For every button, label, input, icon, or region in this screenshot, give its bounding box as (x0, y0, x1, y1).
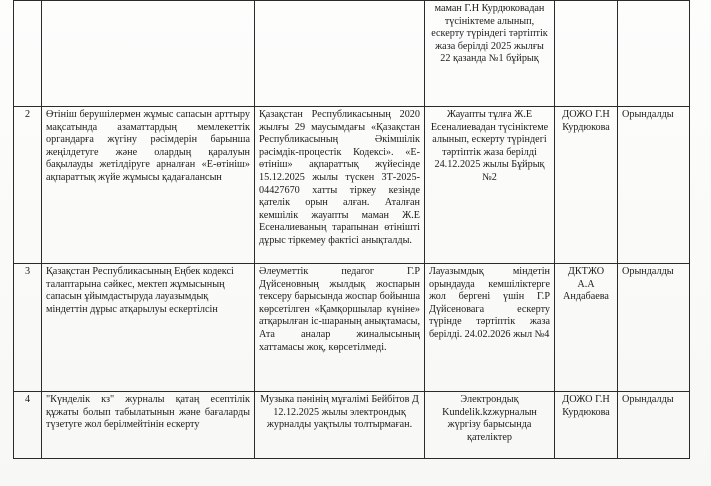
row-responsible: ДКТЖО А.А Андабаева (555, 264, 618, 392)
row-responsible: ДОЖО Г.Н Курдюкова (555, 107, 618, 264)
row-action: Электрондық Kundelik.kzжурналын жүргізу барысында қателіктер (425, 392, 555, 459)
table-row (14, 264, 690, 392)
row-status: Орындалды (618, 107, 690, 264)
row-status: Орындалды (618, 392, 690, 459)
row-responsible (555, 1, 618, 107)
report-table (13, 0, 690, 459)
row-status (618, 1, 690, 107)
row-action: маман Г.Н Курдюковадан түсініктеме алынып, ескерту түріндегі тәртіптік жаза берілді 2025 жылғы 22 қазанда №1 бұйрық (425, 1, 555, 107)
row-status: Орындалды (618, 264, 690, 392)
table-row (14, 1, 690, 107)
row-description: Қазақстан Республикасының Еңбек кодексі талаптарына сәйкес, мектеп жұмысының сапасын ұйымдастыруда лауазымдық міндеттін дұрыс атқарылуы ескертілсін (42, 264, 255, 392)
row-basis: Әлеуметтік педагог Г.Р Дүйсеновның жылдық жоспарын тексеру барысында жоспар бойынша көрсетілген «Қамқоршылар күніне» атқарылған іс-шараның анықтамасы, Ата аналар жиналысының хаттамасы жоқ, көрсетілмеді. (255, 264, 425, 392)
row-responsible: ДОЖО Г.Н Курдюкова (555, 392, 618, 459)
row-number: 4 (14, 392, 42, 459)
row-basis: Музыка пәнінің мұғалімі Бейбітов Д 12.12.2025 жылы электрондық журналды уақтылы толтырмаған. (255, 392, 425, 459)
table-row (14, 107, 690, 264)
row-basis: Қазақстан Республикасының 2020 жылғы 29 маусымдағы «Қазақстан Республикасының Әкімшілік рәсімдік-процестік Кодексі». «Е-өтініш» ақпараттық жүйесінде 15.12.2025 жылы түскен 3Т-2025-04427670 хатты тіркеу кезінде қателік орын алған. Аталған кемшілік жауапты маман Ж.Е Есеналиеваның тарапынан өтінішті дұрыс тіркемеу фактісі анықталды. (255, 107, 425, 264)
row-action: Лауазымдық міндетін орындауда кемшіліктерге жол бергені үшін Г.Р Дүйсеновага ескерту түрінде тәртіптік жаза берілді. 24.02.2026 жыл №4 (425, 264, 555, 392)
row-description (42, 1, 255, 107)
row-number: 2 (14, 107, 42, 264)
row-description: "Күнделік кз" журналы қатаң есептілік құжаты болып табылатынын және бағаларды түзетуге жол берілмейтінін ескерту (42, 392, 255, 459)
table-row (14, 392, 690, 459)
row-description: Өтініш берушілермен жұмыс сапасын арттыру мақсатында азаматтардың мемлекеттік органдарға жүгіну рәсімдерін барынша жеңілдетуге және олардың қаралуын бақылауды жетілдіруге арналған «Е-өтініш» ақпараттық жүйе жұмысы қадағалансын (42, 107, 255, 264)
row-number (14, 1, 42, 107)
row-action: Жауапты тұлға Ж.Е Есеналиевадан түсініктеме алынып, ескерту түріндегі тәртіптік жаза берілді 24.12.2025 жылы Бұйрық №2 (425, 107, 555, 264)
row-basis (255, 1, 425, 107)
row-number: 3 (14, 264, 42, 392)
